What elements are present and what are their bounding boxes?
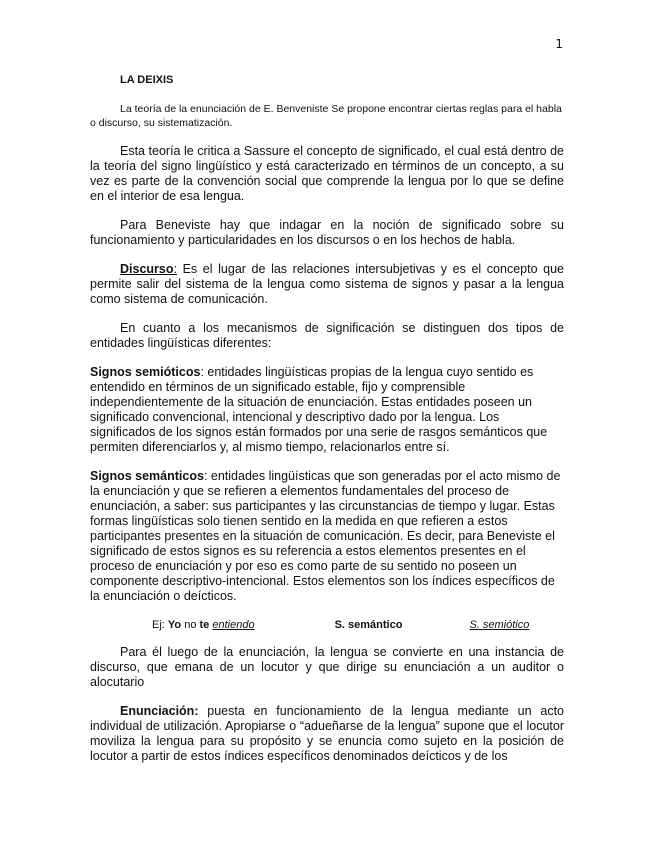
paragraph-mecanismos: En cuanto a los mecanismos de significación se distinguen dos tipos de entidades lingüísticas diferentes: — [90, 321, 564, 350]
intro-paragraph: La teoría de la enunciación de E. Benveniste Se propone encontrar ciertas reglas para el habla o discurso, su sistematización. — [90, 103, 562, 129]
enunciacion-term: Enunciación: — [120, 704, 199, 718]
discurso-definition: Es el lugar de las relaciones intersubjetivas y es el concepto que permite salir del sistema de la lengua como sistema de signos y pasar a la lengua como sistema de comunicación. — [90, 262, 564, 306]
paragraph-instancia-discurso: Para él luego de la enunciación, la lengua se convierte en una instancia de discurso, que emana de un locutor y que dirige su enunciación a un auditor o alocutario — [90, 645, 564, 689]
paragraph-saussure-critique: Esta teoría le critica a Sassure el concepto de significado, el cual está dentro de la teoría del signo lingüístico y está caracterizado en términos de un concepto, a su vez es parte de la convención social que comprende la lengua por lo que se define en el interior de esa lengua. — [90, 144, 564, 203]
example-sentence — [152, 619, 255, 631]
example-word-yo: Yo — [167, 619, 182, 631]
example-line — [90, 619, 564, 631]
example-label-semiotico: S. semiótico — [469, 619, 530, 631]
example-label-semantico: S. semántico — [334, 619, 403, 631]
document-body — [90, 74, 564, 764]
paragraph-significado: Para Beneviste hay que indagar en la noción de significado sobre su funcionamiento y particularidades en los discursos o en los hechos de habla. — [90, 218, 564, 247]
semanticos-definition: : entidades lingüísticas que son generadas por el acto mismo de la enunciación y que se refieren a elementos fundamentales del proceso de enunciación, a saber: sus participantes y las circunstancias de tiempo y lugar. Estas formas lingüísticas solo tienen sentido en la medida en que refieren a estos participantes presentes en la situación de comunicación. Es decir, para Beneviste el significado de estos signos es su referencia a estos elementos presentes en el proceso de enunciación y por eso es como parte de su sentido no poseen un componente descriptivo-intencional. Estos elementos son los índices específicos de la enunciación o deícticos. — [90, 469, 561, 603]
discurso-term: Discurso — [120, 262, 174, 276]
example-word-entiendo: entiendo — [212, 619, 255, 631]
paragraph-discurso — [90, 262, 564, 307]
discurso-colon: : — [173, 262, 177, 276]
semioticos-term: Signos semióticos — [90, 365, 201, 379]
enunciacion-definition: puesta en funcionamiento de la lengua mediante un acto individual de utilización. Apropiarse o “adueñarse de la lengua” supone que el locutor moviliza la lengua para su propósito y se enuncia como sujeto en la posición de locutor a partir de estos índices específicos denominados deícticos y de los — [90, 704, 564, 763]
paragraph-signos-semanticos — [90, 469, 564, 604]
document-title: LA DEIXIS — [120, 74, 174, 86]
example-word-no: no — [181, 619, 200, 631]
paragraph-enunciacion — [90, 704, 564, 764]
paragraph-signos-semioticos — [90, 365, 564, 455]
example-word-te: te — [199, 619, 210, 631]
semanticos-term: Signos semánticos — [90, 469, 204, 483]
example-prefix: Ej: — [152, 619, 168, 631]
page-number: 1 — [555, 37, 563, 51]
semioticos-definition: : entidades lingüísticas propias de la lengua cuyo sentido es entendido en términos de un significado estable, fijo y comprensible independientemente de la situación de enunciación. Estas entidades poseen un significado convencional, intencional y descriptivo dado por la lengua. Los significados de los signos están formados por una serie de rasgos semánticos que permiten diferenciarlos y, al mismo tiempo, relacionarlos entre sí. — [90, 365, 548, 454]
